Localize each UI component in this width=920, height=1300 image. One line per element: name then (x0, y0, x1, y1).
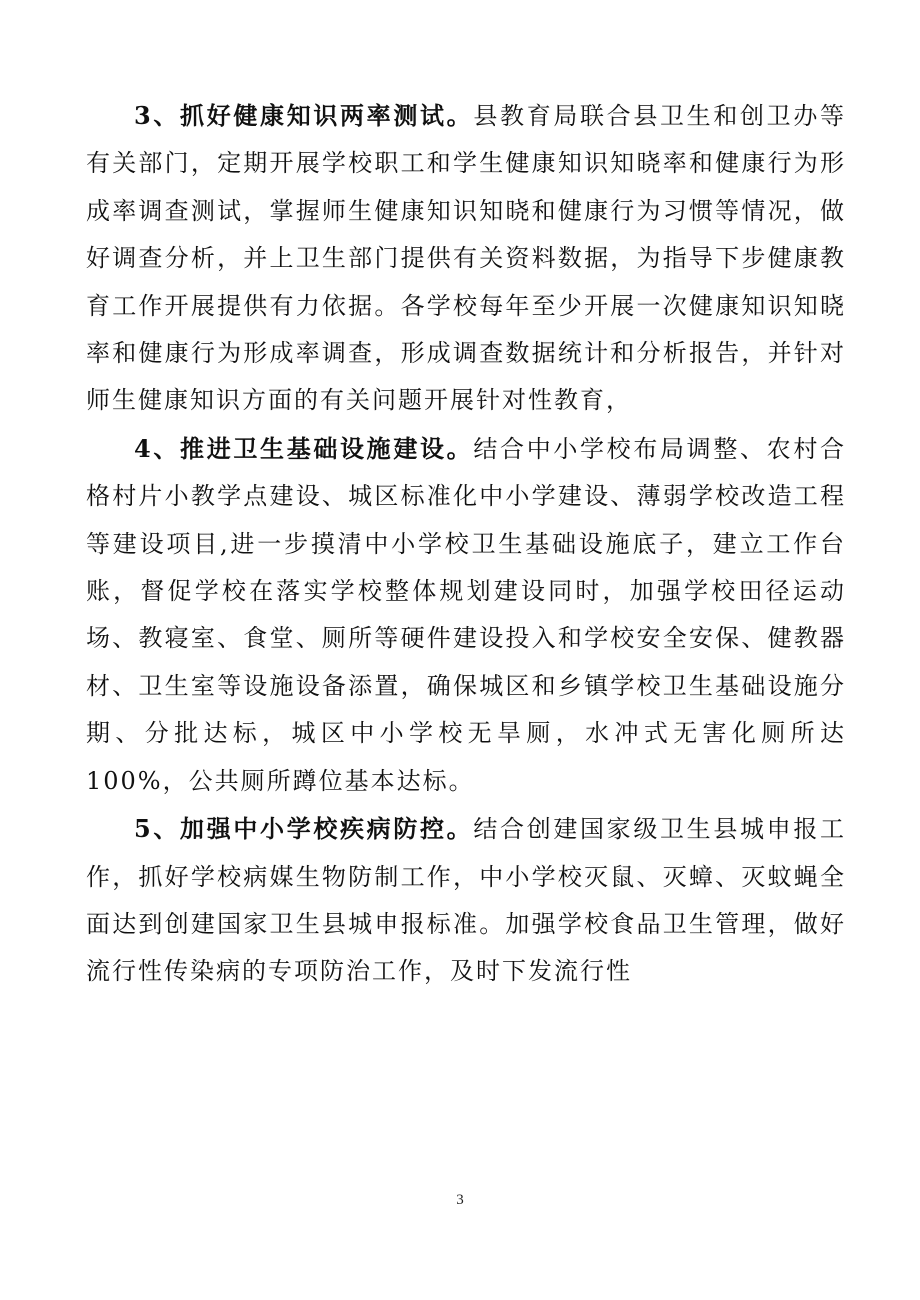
paragraph-text: 县教育局联合县卫生和创卫办等有关部门，定期开展学校职工和学生健康知识知晓率和健康行为形成率调查测试，掌握师生健康知识知晓和健康行为习惯等情况，做好调查分析，并上卫生部门提供有关资料数据，为指导下步健康教育工作开展提供有力依据。各学校每年至少开展一次健康知识知晓率和健康行为形成率调查，形成调查数据统计和分析报告，并针对师生健康知识方面的有关问题开展针对性教育， (86, 102, 847, 415)
paragraph-heading: 3、抓好健康知识两率测试。 (134, 101, 474, 130)
paragraph-heading: 5、加强中小学校疾病防控。 (134, 814, 474, 844)
paragraph-heading: 4、推进卫生基础设施建设。 (134, 433, 474, 463)
page-number: 3 (456, 1192, 464, 1208)
paragraph-text: 结合中小学校布局调整、农村合格村片小教学点建设、城区标准化中小学建设、薄弱学校改造工程等建设项目,进一步摸清中小学校卫生基础设施底子，建立工作台账，督促学校在落实学校整体规划建设同时，加强学校田径运动场、教寝室、食堂、厕所等硬件建设投入和学校安全安保、健教器材、卫生室等设施设备添置，确保城区和乡镇学校卫生基础设施分期、分批达标，城区中小学校无旱厕，水冲式无害化厕所达 100%，公共厕所蹲位基本达标。 (86, 434, 847, 795)
paragraph-infrastructure (86, 425, 846, 805)
paragraph-disease-control (86, 805, 846, 996)
paragraph-text: 结合创建国家级卫生县城申报工作，抓好学校病媒生物防制工作，中小学校灭鼠、灭蟑、灭蚊蝇全面达到创建国家卫生县城申报标准。加强学校食品卫生管理，做好流行性传染病的专项防治工作，及时下发流行性 (86, 815, 847, 986)
document-body (86, 92, 846, 996)
paragraph-health-knowledge-test (86, 92, 846, 425)
